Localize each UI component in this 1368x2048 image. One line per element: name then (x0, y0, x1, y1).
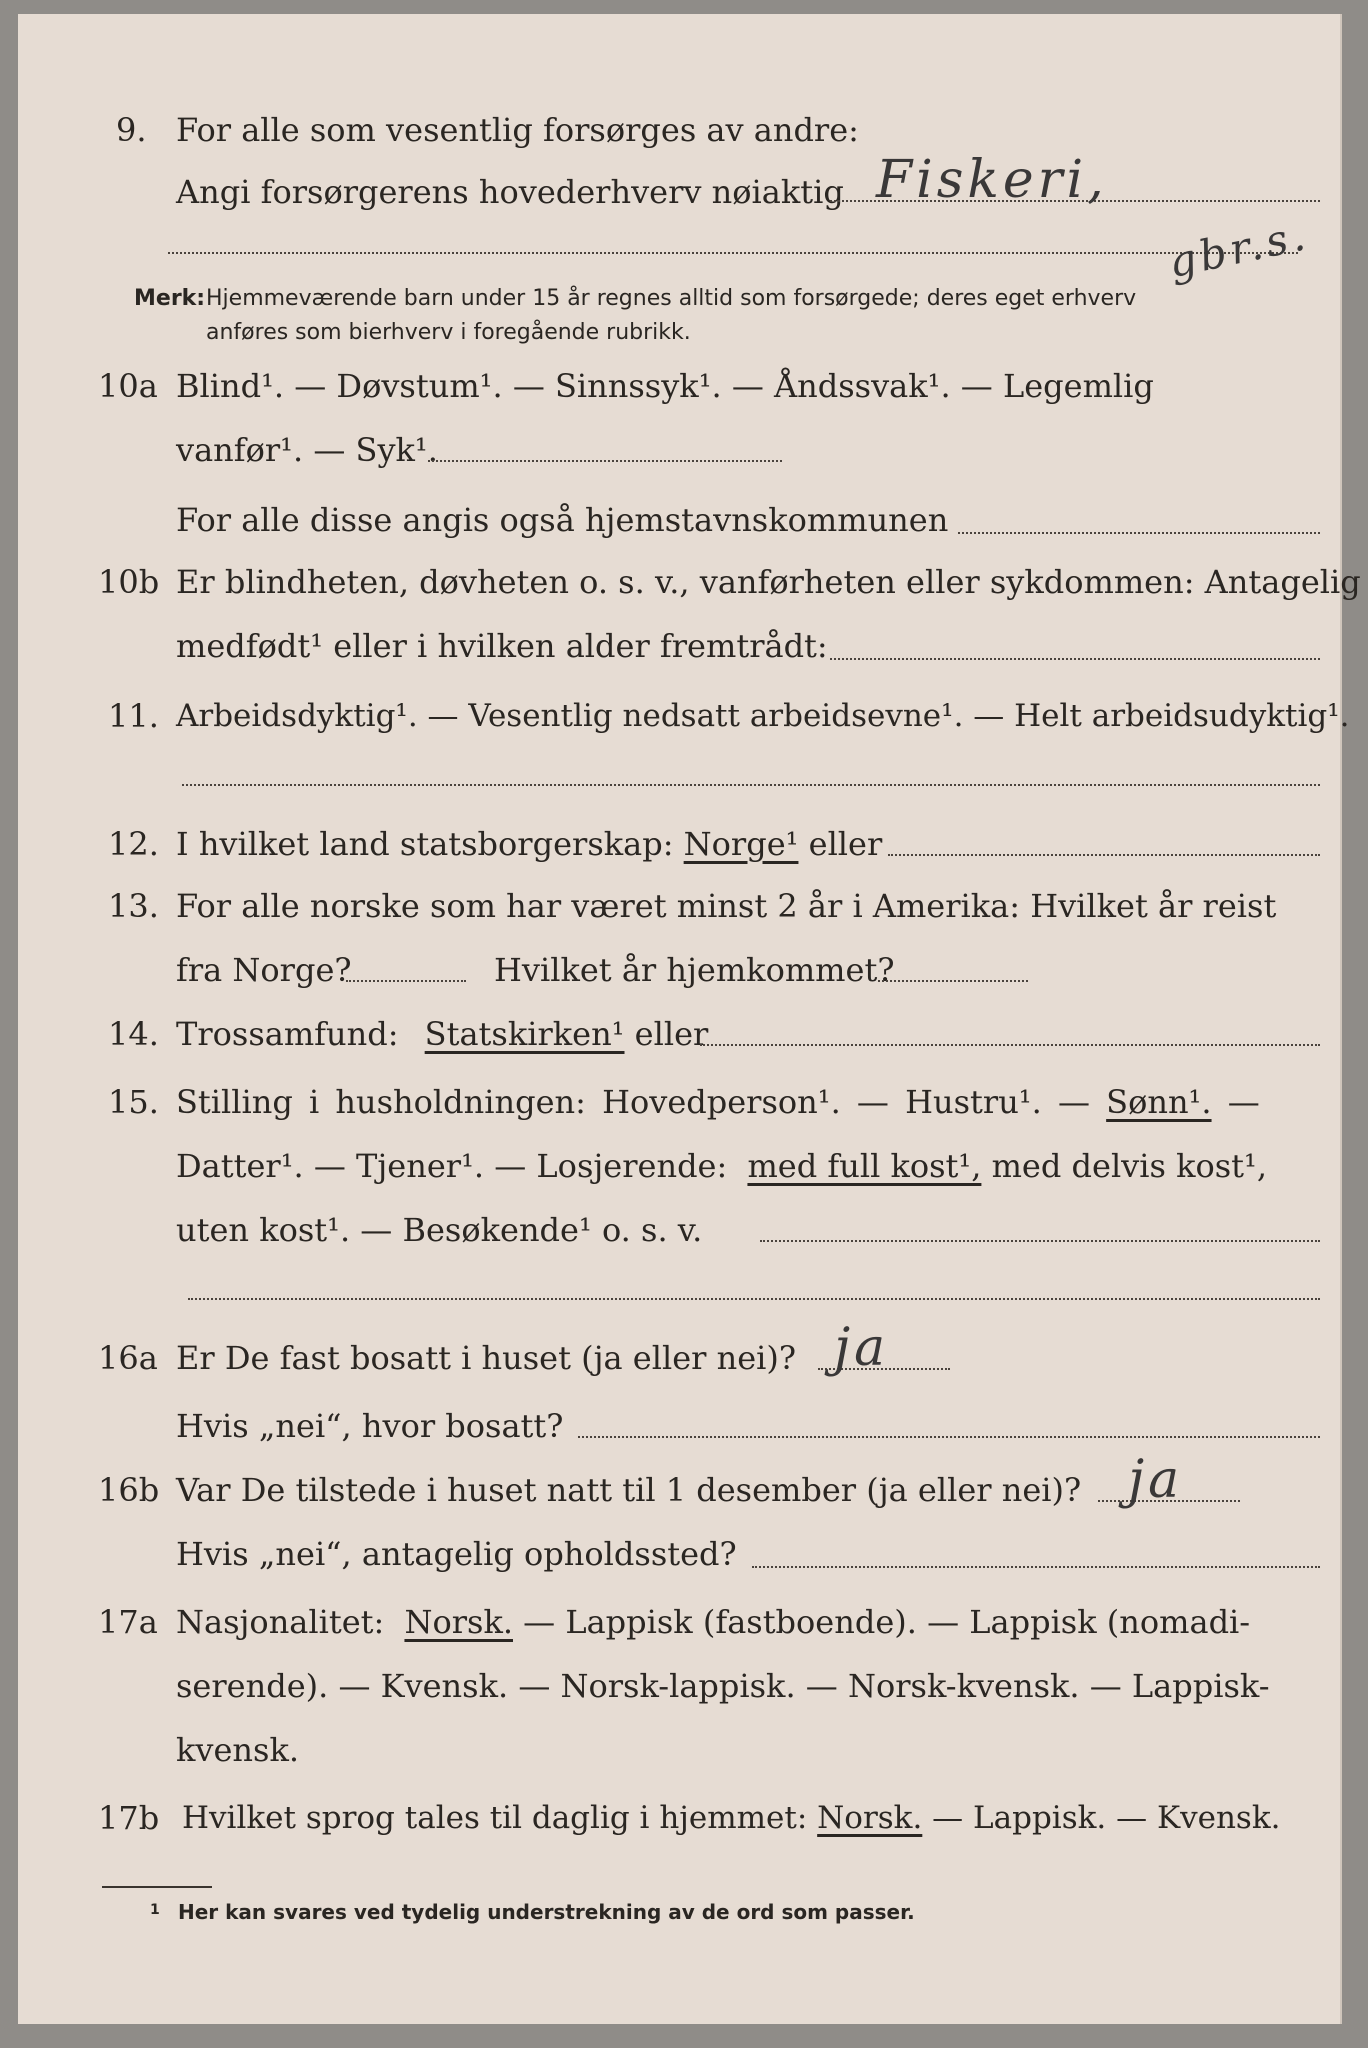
q10a-answer-line (428, 460, 782, 462)
q9-line2: Angi forsørgerens hovederhverv nøiaktig (176, 173, 844, 211)
q10a-line3: For alle disse angis også hjemstavnskommunen (176, 501, 949, 539)
q17a-number: 17a (98, 1603, 158, 1641)
q16b-opholdssted-line (752, 1566, 1320, 1568)
q14-answer-line (700, 1044, 1320, 1046)
q16b-number: 16b (98, 1471, 160, 1509)
q10a-hjemstavn-line (958, 532, 1320, 534)
merk-line2: anføres som bierhverv i foregående rubrikk. (206, 320, 691, 345)
q17a-line1 (176, 1602, 1250, 1642)
q13-line2b: Hvilket år hjemkommet? (494, 951, 895, 989)
q13-line1: For alle norske som har været minst 2 år i Amerika: Hvilket år reist (176, 887, 1277, 925)
q10b-line1: Er blindheten, døvheten o. s. v., vanførheten eller sykdommen: Antagelig (176, 563, 1361, 601)
q14-underlined-answer: Statskirken¹ (424, 1015, 625, 1053)
q11-answer-line (182, 784, 1320, 786)
q13-number: 13. (108, 887, 159, 925)
q15-answer-line (760, 1240, 1320, 1242)
q16a-bosatt-line (578, 1436, 1320, 1438)
q17a-line1-rest: — Lappisk (fastboende). — Lappisk (nomadi- (523, 1603, 1251, 1641)
q16a-line1: Er De fast bosatt i huset (ja eller nei)? (176, 1339, 797, 1377)
footnote-text: Her kan svares ved tydelig understrekning av de ord som passer. (178, 1900, 915, 1924)
q17a-norsk-underlined: Norsk. (404, 1603, 513, 1641)
q15-line1-text: Stilling i husholdningen: Hovedperson¹. — Hustru¹. — (176, 1083, 1090, 1121)
footnote-rule (102, 1886, 212, 1888)
q13-reist-line (346, 980, 466, 982)
q17b-rest: — Lappisk. — Kvensk. (932, 1800, 1281, 1836)
q17b-question: Hvilket sprog tales til daglig i hjemmet: (182, 1800, 808, 1836)
q17b-line (182, 1798, 1280, 1838)
q15-line3: uten kost¹. — Besøkende¹ o. s. v. (176, 1211, 703, 1249)
q14-question: Trossamfund: (176, 1015, 399, 1053)
q15-line2 (176, 1146, 1267, 1186)
q16a-number: 16a (98, 1339, 158, 1377)
q13-hjemkommet-line (878, 980, 1028, 982)
q9-handwritten-answer: Fiskeri, (876, 150, 1108, 210)
q15-number: 15. (108, 1083, 159, 1121)
q10a-number: 10a (98, 367, 158, 405)
merk-line1: Hjemmeværende barn under 15 år regnes alltid som forsørgede; deres eget erhverv (206, 286, 1137, 311)
q12-line (176, 824, 882, 864)
q15-full-kost-underlined: med full kost¹, (747, 1147, 982, 1185)
q12-question: I hvilket land statsborgerskap: (176, 825, 674, 863)
q9-handwritten-answer-2: gbr.s. (1164, 209, 1314, 288)
q13-line2a: fra Norge? (176, 951, 352, 989)
q10a-line2: vanfør¹. — Syk¹. (176, 431, 438, 469)
q16b-line1: Var De tilstede i huset natt til 1 desember (ja eller nei)? (176, 1471, 1082, 1509)
q10a-line1: Blind¹. — Døvstum¹. — Sinnssyk¹. — Åndssvak¹. — Legemlig (176, 367, 1154, 405)
q17a-line3: kvensk. (176, 1731, 299, 1769)
q9-line1: For alle som vesentlig forsørges av andre: (176, 111, 859, 149)
q10b-line2: medfødt¹ eller i hvilken alder fremtrådt: (176, 627, 828, 665)
q10b-number: 10b (98, 563, 160, 601)
q15-answer-line-2 (188, 1298, 1320, 1300)
q11-number: 11. (108, 697, 159, 735)
q14-number: 14. (108, 1015, 159, 1053)
q17a-label: Nasjonalitet: (176, 1603, 385, 1641)
q9-number: 9. (116, 111, 147, 149)
q15-delvis-kost: med delvis kost¹, (991, 1147, 1268, 1185)
q11-line1: Arbeidsdyktig¹. — Vesentlig nedsatt arbeidsevne¹. — Helt arbeidsudyktig¹. (176, 698, 1350, 734)
q14-line (176, 1014, 708, 1054)
q15-line2-text: Datter¹. — Tjener¹. — Losjerende: (176, 1147, 728, 1185)
q10b-answer-line (830, 658, 1320, 660)
q9-answer-line-2 (168, 252, 1298, 254)
q12-answer-line (888, 854, 1320, 856)
q17b-number: 17b (98, 1799, 160, 1837)
footnote-mark: 1 (150, 1902, 160, 1918)
q16a-line2: Hvis „nei“, hvor bosatt? (176, 1407, 564, 1445)
q12-eller: eller (808, 825, 883, 863)
q15-line1-dash: — (1227, 1083, 1260, 1121)
census-form-page (18, 14, 1361, 2024)
q17a-line2: serende). — Kvensk. — Norsk-lappisk. — Norsk-kvensk. — Lappisk- (176, 1667, 1270, 1705)
q15-sonn-underlined: Sønn¹. (1106, 1083, 1212, 1121)
q12-number: 12. (108, 825, 159, 863)
merk-label: Merk: (134, 286, 206, 311)
q16a-handwritten-answer: ja (834, 1318, 890, 1378)
q14-eller: eller (634, 1015, 709, 1053)
q16b-handwritten-answer: ja (1128, 1450, 1184, 1510)
q16b-line2: Hvis „nei“, antagelig opholdssted? (176, 1535, 737, 1573)
q15-line1 (176, 1082, 1260, 1122)
q17b-norsk-underlined: Norsk. (817, 1800, 923, 1836)
q12-underlined-answer: Norge¹ (683, 825, 799, 863)
